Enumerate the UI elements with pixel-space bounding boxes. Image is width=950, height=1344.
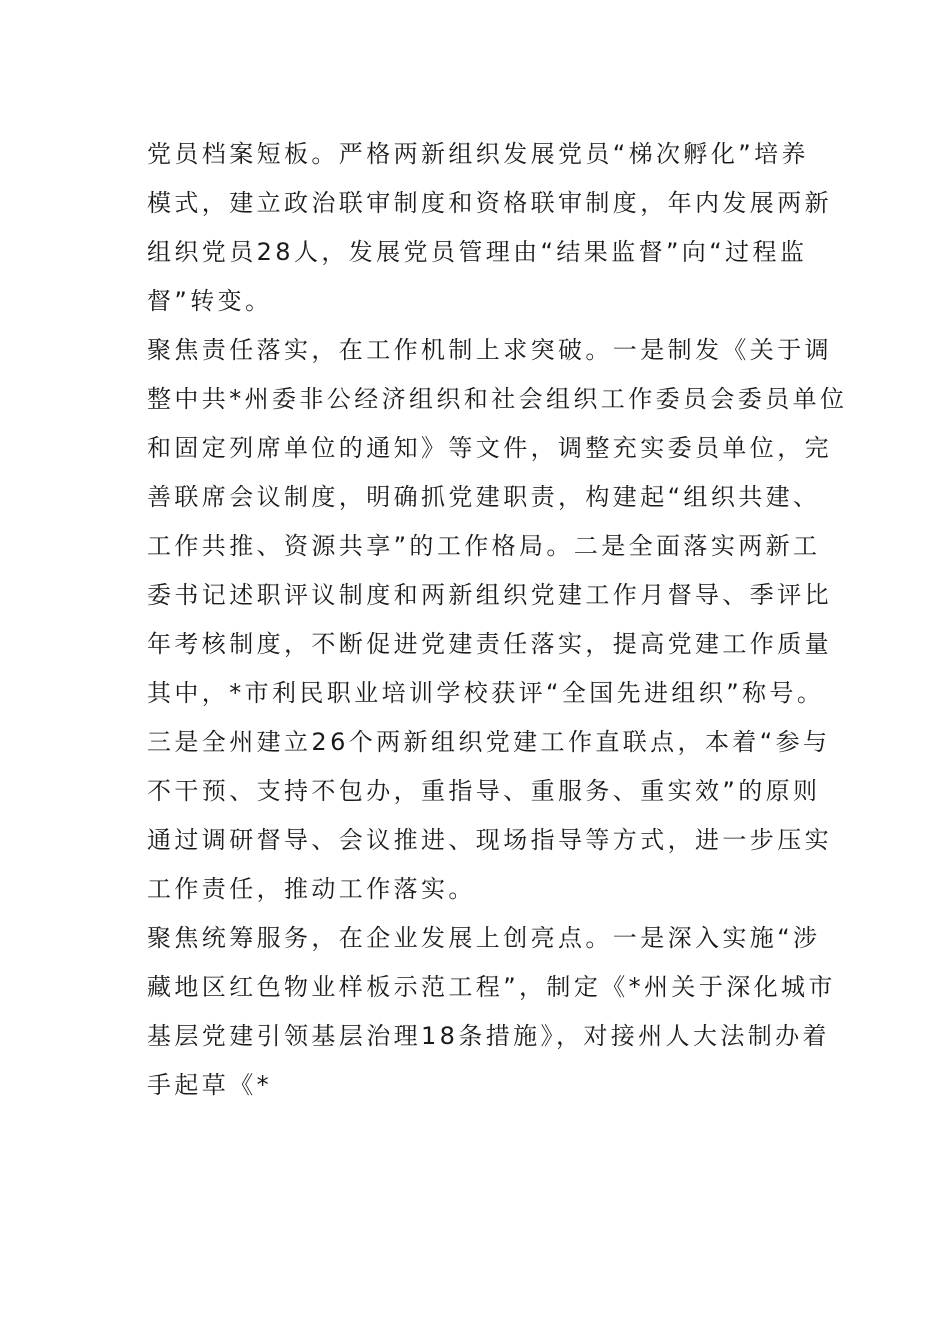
text-line: 藏地区红色物业样板示范工程”，制定《*州关于深化城市 (147, 973, 836, 1001)
text-line: 通过调研督导、会议推进、现场指导等方式，进一步压实 (147, 826, 832, 854)
text-line: 聚焦统筹服务，在企业发展上创亮点。一是深入实施“涉 (147, 924, 821, 952)
text-line: 组织党员28人，发展党员管理由“结果监督”向“过程监 (147, 238, 808, 266)
text-line: 工作责任，推动工作落实。 (147, 875, 476, 903)
text-line: 手起草《* (147, 1071, 272, 1099)
text-line: 聚焦责任落实，在工作机制上求突破。一是制发《关于调 (147, 336, 832, 364)
text-line: 整中共*州委非公经济组织和社会组织工作委员会委员单位 (147, 385, 848, 413)
text-line: 不干预、支持不包办，重指导、重服务、重实效”的原则 (147, 777, 821, 805)
text-line: 年考核制度，不断促进党建责任落实，提高党建工作质量 (147, 630, 832, 658)
text-line: 党员档案短板。严格两新组织发展党员“梯次孵化”培养 (147, 140, 809, 168)
text-line: 工作共推、资源共享”的工作格局。二是全面落实两新工 (147, 532, 821, 560)
text-line: 督”转变。 (147, 287, 273, 315)
text-line: 基层党建引领基层治理18条措施》，对接州人大法制办着 (147, 1022, 830, 1050)
text-line: 模式，建立政治联审制度和资格联审制度，年内发展两新 (147, 189, 832, 217)
text-line: 委书记述职评议制度和两新组织党建工作月督导、季评比 (147, 581, 832, 609)
text-line: 善联席会议制度，明确抓党建职责，构建起“组织共建、 (147, 483, 821, 511)
text-line: 三是全州建立26个两新组织党建工作直联点，本着“参与 (147, 728, 831, 756)
body-text (147, 130, 848, 1110)
text-line: 和固定列席单位的通知》等文件，调整充实委员单位，完 (147, 434, 832, 462)
text-line: 其中，*市利民职业培训学校获评“全国先进组织”称号。 (147, 679, 825, 707)
